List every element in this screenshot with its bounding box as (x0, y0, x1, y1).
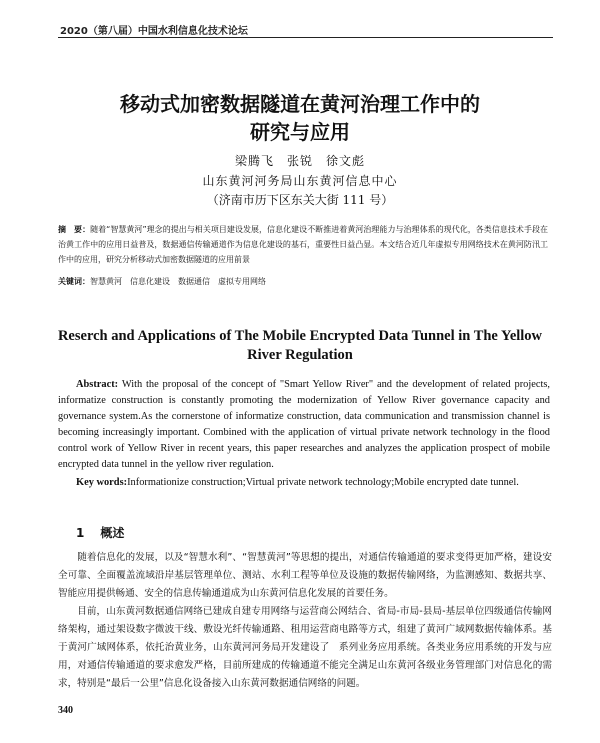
page-number: 340 (58, 705, 73, 716)
body-paragraph-2: 目前，山东黄河数据通信网络已建成自建专用网络与运营商公网结合、省局-市局-县局-基层单位四级通信传输网络架构，通过架设数字微波干线、敷设光纤传输通路、租用运营商电路等方式，组建了黄河广域网数据传输体系。基于黄河广域网体系，依托治黄业务，山东黄河河务局开发建设了 系列业务应用系统。各类业务应用系统的开发与应用，对通信传输通道的要求愈发严格，目前所建成的传输通道不能完全满足山东黄河各级业务管理部门对信息化的需求，特别是“最后一公里”信息化设备接入山东黄河数据通信网络的问题。 (58, 606, 552, 689)
section-number: 1 (76, 526, 85, 540)
header-rule (58, 37, 553, 38)
abstract-en-label: Abstract: (76, 379, 119, 390)
abstract-cn-label: 摘 要： (58, 225, 91, 234)
keywords-cn-text: 智慧黄河 信息化建设 数据通信 虚拟专用网络 (90, 277, 266, 286)
keywords-en (76, 475, 556, 490)
body-paragraph-1: 随着信息化的发展，以及“智慧水利”、“智慧黄河”等思想的提出，对通信传输通道的要求变得更加严格，建设安全可靠、全面覆盖流域沿岸基层管理单位、测站、水利工程等单位及设施的数据传输网络，为监测感知、数据共享、智能应用提供畅通、安全的信息传输通道成为山东黄河信息化发展的首要任务。 (58, 552, 552, 599)
keywords-cn (58, 274, 548, 289)
keywords-cn-label: 关键词： (58, 277, 90, 286)
keywords-en-label: Key words: (76, 477, 128, 488)
abstract-cn (58, 222, 548, 267)
title-cn-line1: 移动式加密数据隧道在黄河治理工作中的 (120, 92, 480, 116)
address: （济南市历下区东关大街 111 号） (206, 193, 394, 207)
abstract-en-text: With the proposal of the concept of "Smart Yellow River" and the development of related projects, informatize construction is constantly promoting the modernization of Yellow River governance capacity and governance system.As the cornerstone of informatize construction, data communication and transmission channel is becoming increasingly important. Combined with the application of virtual private network technology in the flood control work of Yellow River in recent years, this paper researches and analyzes the application prospect of mobile encrypted data tunnel in the yellow river regulation. (58, 379, 550, 470)
section-heading (76, 524, 124, 541)
authors: 梁腾飞 张锐 徐文彪 (234, 154, 365, 168)
abstract-cn-text: 随着“智慧黄河”理念的提出与相关项目建设发展，信息化建设不断推进着黄河治理能力与治理体系的现代化，各类信息技术手段在治黄工作中的应用日益普及，数据通信传输通道作为信息化建设的基石，重要性日益凸显。本文结合近几年虚拟专用网络技术在黄河防汛工作中的应用，研究分析移动式加密数据隧道的应用前景 (58, 225, 548, 264)
section-title: 概述 (100, 526, 125, 540)
title-en-line1: Reserch and Applications of The Mobile Encrypted Data Tunnel in The Yellow (57, 328, 543, 344)
affiliation: 山东黄河河务局山东黄河信息中心 (202, 174, 398, 188)
body-text (58, 549, 552, 693)
abstract-en (58, 377, 550, 473)
title-cn-line2: 研究与应用 (250, 120, 350, 144)
running-header: 2020（第八届）中国水利信息化技术论坛 (60, 26, 248, 37)
title-en-line2: River Regulation (247, 347, 353, 363)
keywords-en-text: Informationize construction;Virtual private network technology;Mobile encrypted date tunnel. (127, 477, 519, 488)
